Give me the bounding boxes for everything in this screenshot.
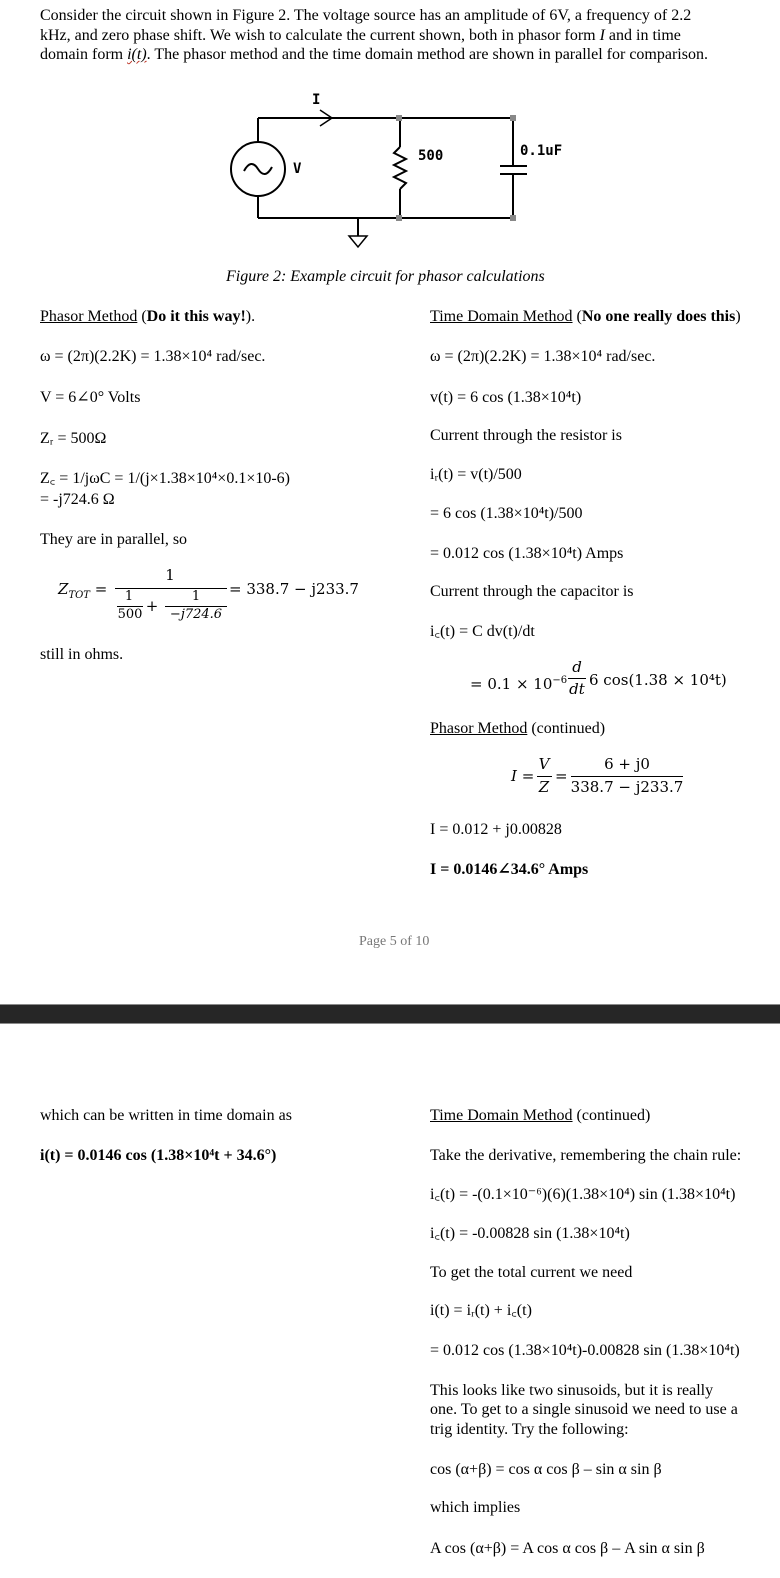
td-total2: = 0.012 cos (1.38×10⁴t)-0.00828 sin (1.38×10⁴t) — [430, 1342, 740, 1359]
td-cap-intro: Current through the capacitor is — [430, 583, 634, 600]
td-ir3: = 0.012 cos (1.38×10⁴t) Amps — [430, 545, 624, 562]
phasor-zr: Zᵣ = 500Ω — [40, 430, 107, 447]
phasor-i-den: 338.7 − j233.7 — [570, 778, 684, 796]
phasor-i-num: 6 + j0 — [604, 755, 650, 773]
ztot-result: = 338.7 − j233.7 — [229, 580, 359, 598]
td-implies: which implies — [430, 1499, 521, 1516]
td-ic-d2: i꜀(t) = -0.00828 sin (1.38×10⁴t) — [430, 1225, 630, 1242]
phasor-i-bar — [571, 776, 683, 777]
ztot-d1-num: 1 — [124, 589, 134, 604]
td-para-line3: trig identity. Try the following: — [430, 1421, 629, 1438]
phasor-i-polar: I = 0.0146∠34.6° Amps — [430, 861, 589, 878]
td-ic-eq-dd: dt — [569, 680, 585, 698]
phasor-cont-heading: Phasor Method (continued) — [430, 720, 606, 737]
phasor-i-lhs: I = — [511, 767, 535, 785]
resistor-label: 500 — [418, 148, 444, 164]
ztot-numerator: 1 — [165, 566, 175, 584]
source-label: V — [293, 161, 302, 177]
td-para-line1: This looks like two sinusoids, but it is really — [430, 1382, 714, 1399]
td-ic-eq-bar — [568, 678, 586, 679]
phasor-i-vz-bar — [537, 776, 552, 777]
phasor-ohms-text: still in ohms. — [40, 646, 124, 663]
phasor-heading: Phasor Method (Do it this way!). — [40, 308, 256, 325]
ztot-d2-num: 1 — [191, 589, 201, 604]
td-cont-heading: Time Domain Method (continued) — [430, 1107, 651, 1124]
intro-line-3: domain form i(t). The phasor method and the time domain method are shown in parallel for comparison. — [40, 46, 708, 63]
intro-line-1: Consider the circuit shown in Figure 2. The voltage source has an amplitude of 6V, a frequency of 2.2 — [40, 7, 692, 24]
ztot-d2-den: −j724.6 — [169, 607, 223, 622]
phasor-i-z: Z — [538, 778, 550, 796]
phasor-zc-line1: Z꜀ = 1/jωC = 1/(j×1.38×10⁴×0.1×10-6) — [40, 470, 290, 487]
phasor-i-rect: I = 0.012 + j0.00828 — [430, 821, 562, 838]
phasor-i-eq2: = — [555, 767, 568, 785]
intro-line-2: kHz, and zero phase shift. We wish to calculate the current shown, both in phasor form I and in time — [40, 27, 681, 44]
phasor-zc-line2: = -j724.6 Ω — [40, 491, 115, 508]
td-identity: cos (α+β) = cos α cos β – sin α sin β — [430, 1461, 662, 1478]
td-ic-eq-b: 6 cos(1.38 × 10⁴t) — [589, 671, 727, 689]
td-identity2: A cos (α+β) = A cos α cos β – A sin α sin β — [430, 1540, 705, 1557]
ztot-d1-den: 500 — [117, 607, 143, 622]
phasor-omega: ω = (2π)(2.2K) = 1.38×10⁴ rad/sec. — [40, 348, 266, 365]
td-deriv-intro: Take the derivative, remembering the chain rule: — [430, 1147, 742, 1164]
phasor-td-intro: which can be written in time domain as — [40, 1107, 292, 1124]
ztot-lhs: $Z_{TOT}$ = — [58, 580, 108, 601]
td-ic-eq-dn: d — [572, 658, 582, 676]
phasor-td-result: i(t) = 0.0146 cos (1.38×10⁴t + 34.6°) — [40, 1147, 277, 1164]
phasor-voltage: V = 6∠0° Volts — [40, 389, 141, 406]
page-divider — [0, 1004, 780, 1024]
ztot-plus: + — [145, 597, 159, 615]
page-number: Page 5 of 10 — [359, 934, 430, 949]
time-domain-heading: Time Domain Method (No one really does this) — [430, 308, 741, 325]
capacitor-label: 0.1uF — [520, 143, 563, 159]
td-resistor-intro: Current through the resistor is — [430, 427, 622, 444]
td-ir: iᵣ(t) = v(t)/500 — [430, 466, 522, 483]
td-para-line2: one. To get to a single sinusoid we need to use a — [430, 1401, 738, 1418]
td-omega: ω = (2π)(2.2K) = 1.38×10⁴ rad/sec. — [430, 348, 656, 365]
td-ic-eq-a: = $0.1 \times 10^{-6}$ — [470, 675, 568, 693]
td-ir2: = 6 cos (1.38×10⁴t)/500 — [430, 505, 583, 522]
phasor-parallel-text: They are in parallel, so — [40, 531, 188, 548]
phasor-i-v: V — [538, 755, 550, 773]
figure-caption: Figure 2: Example circuit for phasor calculations — [226, 268, 545, 285]
td-total: i(t) = iᵣ(t) + i꜀(t) — [430, 1302, 532, 1319]
td-total-intro: To get the total current we need — [430, 1264, 633, 1281]
td-ic: i꜀(t) = C dv(t)/dt — [430, 623, 535, 640]
td-vt: v(t) = 6 cos (1.38×10⁴t) — [430, 389, 582, 406]
td-ic-d1: i꜀(t) = -(0.1×10⁻⁶)(6)(1.38×10⁴) sin (1.38×10⁴t) — [430, 1186, 736, 1203]
current-label: I — [312, 92, 321, 108]
circuit-diagram — [220, 88, 563, 258]
